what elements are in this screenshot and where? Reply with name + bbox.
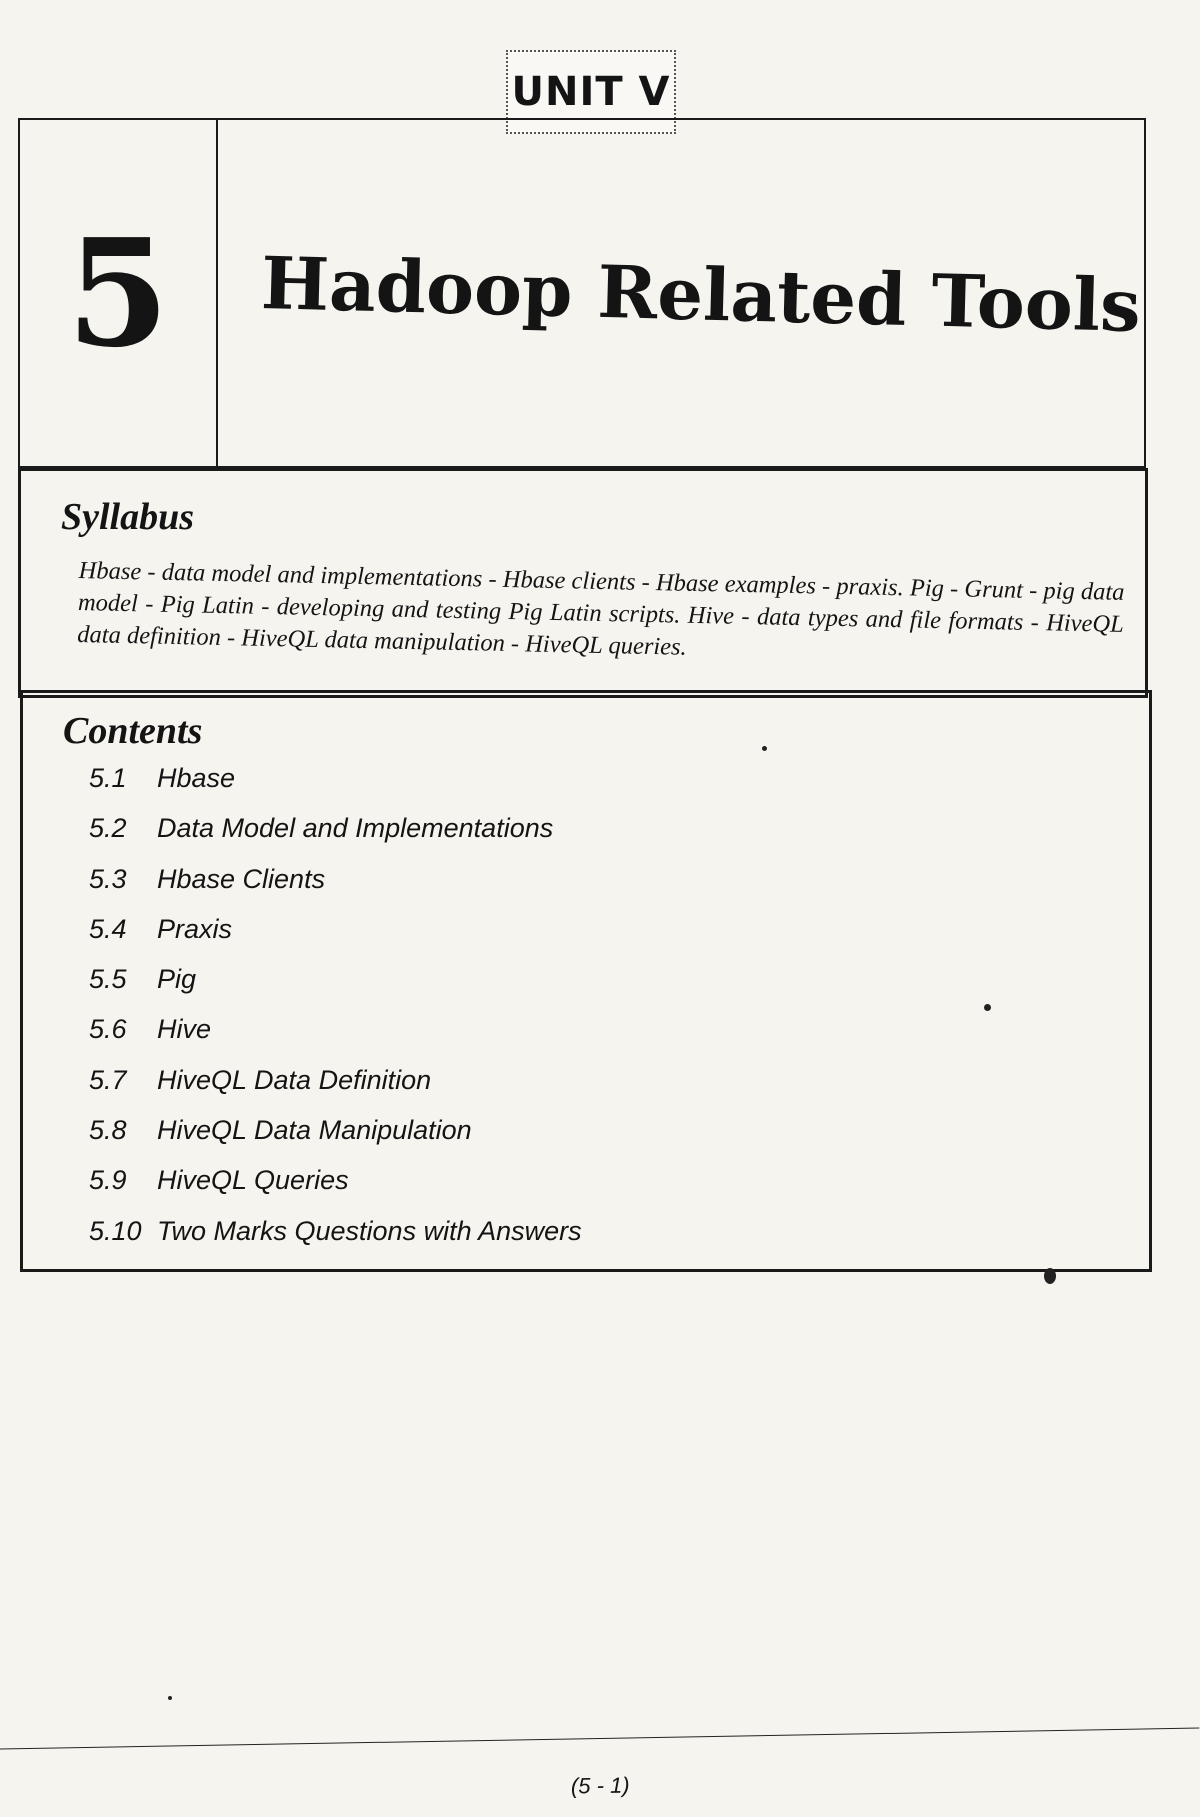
- syllabus-heading: Syllabus: [61, 496, 195, 538]
- item-label: Data Model and Implementations: [157, 813, 554, 844]
- item-number: 5.6: [89, 1014, 127, 1045]
- item-label: HiveQL Queries: [157, 1165, 349, 1196]
- item-label: Praxis: [157, 913, 233, 944]
- item-label: Pig: [157, 964, 197, 995]
- contents-heading: Contents: [63, 710, 203, 752]
- chapter-title: Hadoop Related Tools: [260, 239, 1142, 348]
- item-number: 5.2: [89, 813, 127, 844]
- list-item: [89, 763, 1129, 813]
- unit-label: UNIT V: [506, 50, 676, 134]
- item-number: 5.4: [89, 913, 127, 944]
- list-item: [89, 1115, 1129, 1165]
- speck-mark: [762, 746, 767, 751]
- speck-mark: [1044, 1268, 1056, 1284]
- syllabus-box: [18, 468, 1148, 698]
- item-number: 5.5: [89, 964, 127, 995]
- item-label: Hbase Clients: [157, 863, 326, 894]
- list-item: [89, 964, 1129, 1014]
- item-number: 5.3: [89, 863, 127, 894]
- item-label: HiveQL Data Manipulation: [157, 1115, 472, 1146]
- item-label: Two Marks Questions with Answers: [157, 1215, 582, 1246]
- item-number: 5.7: [89, 1064, 127, 1095]
- page-number: (5 - 1): [0, 1728, 1200, 1817]
- list-item: [89, 1065, 1129, 1115]
- item-number: 5.8: [89, 1115, 127, 1146]
- chapter-number: 5: [20, 120, 218, 466]
- list-item: [89, 914, 1129, 964]
- speck-mark: [984, 1004, 991, 1011]
- item-label: Hbase: [157, 763, 236, 793]
- syllabus-text: Hbase - data model and implementations - Hbase clients - Hbase examples - praxis. Pig - Grunt - pig data model - Pig Latin - developing and testing Pig Latin scripts. Hive - data types and file formats - HiveQL data definition - HiveQL data manipulation - HiveQL queries.: [77, 556, 1125, 661]
- list-item: [89, 864, 1129, 914]
- contents-box: [20, 690, 1152, 1272]
- speck-mark: [168, 1696, 172, 1700]
- item-label: Hive: [157, 1014, 212, 1045]
- chapter-header: [18, 118, 1146, 468]
- list-item: [89, 1165, 1129, 1215]
- item-number: 5.9: [89, 1165, 127, 1196]
- contents-list: [43, 763, 1129, 1266]
- item-number: 5.1: [89, 763, 127, 793]
- list-item: [89, 813, 1129, 863]
- item-number: 5.10: [89, 1215, 142, 1246]
- list-item: [89, 1014, 1129, 1064]
- list-item: [89, 1216, 1129, 1266]
- item-label: HiveQL Data Definition: [157, 1064, 432, 1095]
